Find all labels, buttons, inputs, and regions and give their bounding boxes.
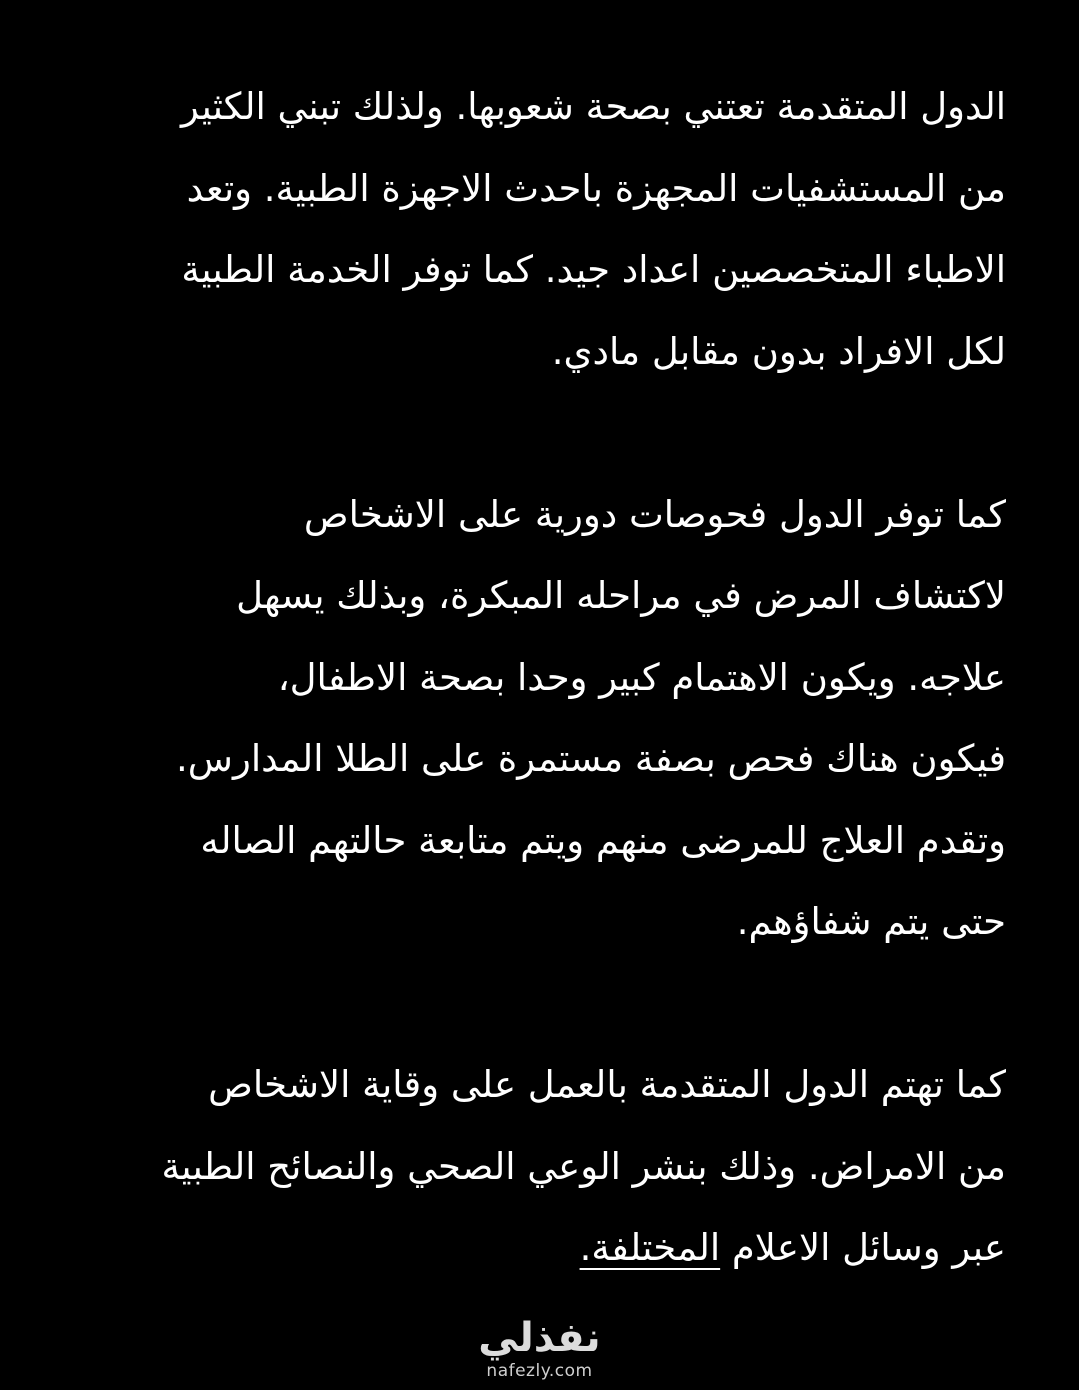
paragraph-spacer — [70, 963, 1006, 1045]
paragraph-1 — [70, 66, 1006, 392]
text-line: وتقدم العلاج للمرضى منهم ويتم متابعة حالتهم الصاله — [200, 818, 1006, 862]
text-line: فيكون هناك فحص بصفة مستمرة على الطلا المدارس. — [176, 737, 1006, 780]
watermark-arabic: نفذلي — [478, 1315, 601, 1361]
paragraph-spacer — [70, 392, 1006, 474]
watermark-latin: nafezly.com — [486, 1361, 593, 1381]
paragraph-2 — [70, 474, 1006, 963]
text-line: كما توفر الدول فحوصات دورية على الاشخاص — [303, 492, 1006, 536]
text-line: كما تهتم الدول المتقدمة بالعمل على وقاية الاشخاص — [208, 1063, 1006, 1106]
text-line: لكل الافراد بدون مقابل مادي. — [551, 329, 1006, 373]
text-line: الاطباء المتخصصين اعداد جيد. كما توفر الخدمة الطبية — [181, 248, 1006, 291]
underlined-word: المختلفة. — [579, 1226, 721, 1269]
text-line: حتى يتم شفاؤهم. — [736, 900, 1006, 943]
text-line: من الامراض. وذلك بنشر الوعي الصحي والنصائح الطبية — [161, 1144, 1006, 1188]
text-line: علاجه. ويكون الاهتمام كبير وحدا بصحة الاطفال، — [277, 655, 1006, 699]
text-line: الدول المتقدمة تعتني بصحة شعوبها. ولذلك تبني الكثير — [181, 85, 1006, 128]
watermark-logo — [0, 1316, 1079, 1382]
document-body — [0, 66, 1079, 1289]
text-line: لاكتشاف المرض في مراحله المبكرة، وبذلك يسهل — [236, 574, 1006, 617]
paragraph-3 — [70, 1044, 1006, 1289]
text-line-last — [70, 1207, 1006, 1289]
text-segment: عبر وسائل الاعلام — [720, 1226, 1006, 1269]
text-line: من المستشفيات المجهزة باحدث الاجهزة الطبية. وتعد — [186, 166, 1006, 210]
